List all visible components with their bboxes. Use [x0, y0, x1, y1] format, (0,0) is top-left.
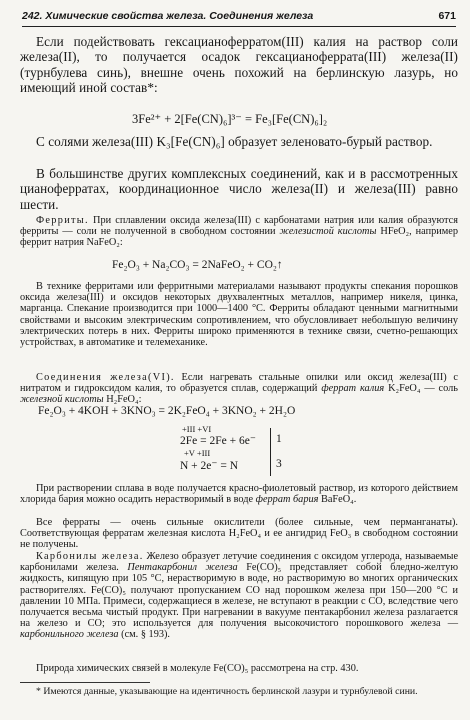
- ferrites-text-b: HFeO₂, например феррит натрия NaFeO₂:: [20, 226, 458, 249]
- carbonyls-text-a: Железо образует летучие соединения с оксидом углерода, называемые карбонилами железа.: [20, 551, 459, 574]
- carbonyl-iron-term: карбонильного железа: [20, 629, 119, 641]
- nitrogen-coefficient: 3: [276, 458, 282, 470]
- header-title: 242. Химические свойства железа. Соединения железа: [22, 10, 314, 22]
- paragraph-turnbull-blue: Если подействовать гексацианоферратом(III) калия на раствор соли железа(II), то получается осадок гексацианоферрата(III) железа(II) (турнбулева синь), внешне очень похожий на берлинскую лазурь, но имеющий иной состав*:: [20, 34, 458, 95]
- oxidation-states-iron: +III +VI: [182, 424, 212, 434]
- pentacarbonyl-term: Пентакарбонил железа: [127, 562, 238, 574]
- half-reaction-iron: 2Fe = 2Fe + 6e⁻: [180, 435, 256, 447]
- footnote: * Имеются данные, указывающие на идентичность берлинской лазури и турнбулевой сини.: [36, 686, 418, 697]
- paragraph-ferrates-oxidizers: Все ферраты — очень сильные окислители (более сильные, чем перманганаты). Соответствующая ферратам железная кислота H₂FeO₄ и ее ангидрид FeO₃ в свободном состоянии не получены.: [20, 517, 458, 551]
- paragraph-chemical-bonds: Природа химических связей в молекуле Fe(CO)₅ рассмотрена на стр. 430.: [36, 663, 359, 674]
- oxidation-states-nitrogen: +V +III: [184, 448, 211, 458]
- carbonyls-text-c: (см. § 193).: [121, 629, 171, 641]
- equation-turnbull-blue: 3Fe²⁺ + 2[Fe(CN)₆]³⁻ = Fe₃[Fe(CN)₆]₂: [132, 112, 328, 126]
- ferrites-text-a: При сплавлении оксида железа(III) с карбонатами натрия или калия образуются ферриты — соли не полученной в свободном состоянии: [20, 215, 458, 238]
- carbonyls-text-b: Fe(CO)₅ представляет собой бледно-желтую жидкость, кипящую при 105 °С, нерастворимую в воде, но растворимую во многих органических растворителях. Fe(CO)₅ получают пропусканием CO над порошком железа при 150—200 °С и давлении 10 МПа. Примеси, содержащиеся в железе, не вступают в реакции с CO, вследствие чего получается весьма чистый продукт. При нагревании в вакууме пентакарбонил железа разлагается на железо и CO; это используется для получения высокочистого порошкового железа —: [20, 562, 459, 630]
- footnote-rule: [20, 682, 150, 683]
- equation-potassium-ferrate: Fe₂O₃ + 4KOH + 3KNO₃ = 2K₂FeO₄ + 3KNO₂ + 2H₂O: [38, 405, 296, 417]
- iron-vi-text-c: H₂FeO₄:: [106, 394, 142, 406]
- iron-vi-heading: Соединения железа(VI).: [36, 372, 175, 383]
- iron-coefficient: 1: [276, 433, 282, 445]
- half-reaction-nitrogen: N + 2e⁻ = N: [180, 460, 239, 472]
- barium-text-b: BaFeO₄.: [320, 494, 357, 506]
- ferrous-acid-term: железистой кислоты: [279, 226, 377, 238]
- paragraph-ferricyanide: С солями железа(III) K₃[Fe(CN)₆] образует зеленовато-бурый раствор.: [36, 134, 433, 149]
- paragraph-ferrite-materials: В технике ферритами или ферритными материалами называют продукты спекания порошков оксида железа(III) и оксидов некоторых двухвалентных металлов, например никеля, цинка, марганца. Спекание производится при 1000—1400 °С. Ферриты обладают ценными магнитными свойствами и высоким электрическим сопротивлением, что обусловливает небольшую величину электрических потерь в них. Ферриты широко применяются в технике связи, счетно-решающих устройствах, в автоматике и телемеханике.: [20, 281, 458, 349]
- potassium-ferrate-term: феррат калия: [321, 383, 385, 395]
- paragraph-barium-ferrate: [20, 483, 458, 505]
- carbonyls-heading: Карбонилы железа.: [36, 551, 144, 562]
- ferrites-heading: Ферриты.: [36, 215, 89, 226]
- paragraph-iron-carbonyls: [20, 551, 458, 641]
- paragraph-coordination-number: В большинстве других комплексных соединений, как и в рассмотренных цианоферратах, координационное число железа(II) и железа(III) равно шести.: [20, 166, 458, 212]
- iron-vi-text-a: Если нагревать стальные опилки или оксид железа(III) с нитратом и гидроксидом калия, то образуется сплав, содержащий: [20, 372, 459, 395]
- paragraph-iron-vi: [20, 372, 458, 406]
- running-header: [22, 10, 456, 24]
- paragraph-ferrites: [20, 215, 458, 249]
- barium-text-a: При растворении сплава в воде получается красно-фиолетовый раствор, из которого действием хлорида бария можно осадить нерастворимый в воде: [20, 483, 458, 506]
- balance-bar: [270, 428, 271, 476]
- equation-sodium-ferrite: Fe₂O₃ + Na₂CO₃ = 2NaFeO₂ + CO₂↑: [112, 259, 283, 271]
- header-rule: [22, 26, 456, 27]
- iron-vi-text-b: K₂FeO₄ — соль: [388, 383, 458, 395]
- page-number: 671: [438, 10, 456, 22]
- ferric-acid-term: железной кислоты: [20, 394, 104, 406]
- barium-ferrate-term: феррат бария: [255, 494, 319, 506]
